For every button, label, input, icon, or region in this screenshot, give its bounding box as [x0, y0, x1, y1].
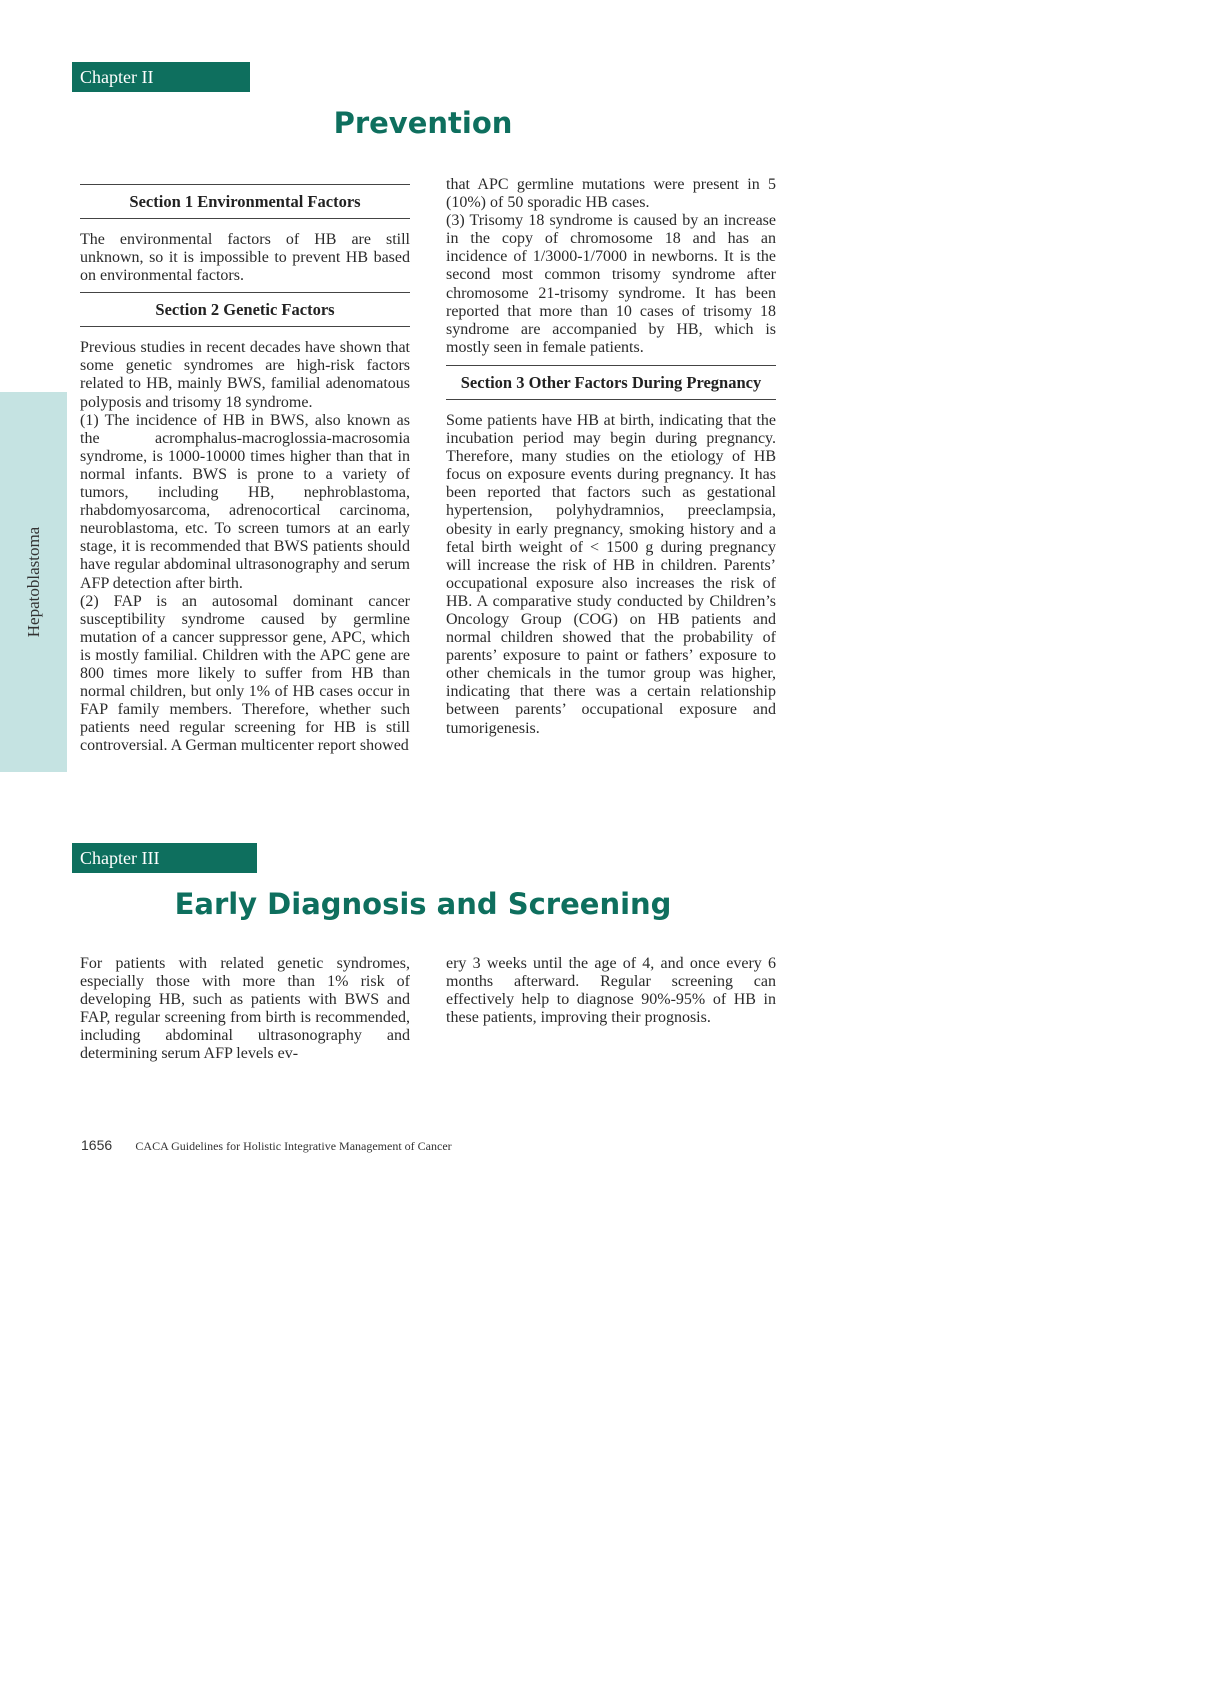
section-2-heading: Section 2 Genetic Factors — [80, 292, 410, 327]
chapter-3-left-column — [80, 955, 410, 1064]
right-paragraph-2: (3) Trisomy 18 syndrome is caused by an increase in the copy of chromosome 18 and has an incidence of 1/3000-1/7000 in newborns. It is the second most common trisomy syndrome after chromosome 21-trisomy syndrome. It has been reported that more than 10 cases of trisomy 18 syndrome are accompanied by HB, which is mostly seen in female patients. — [446, 212, 776, 356]
section-1-paragraph: The environmental factors of HB are still unknown, so it is impossible to prevent HB based on environmental factors. — [80, 231, 410, 285]
section-2-paragraph-3: (2) FAP is an autosomal dominant cancer susceptibility syndrome caused by germline mutation of a cancer suppressor gene, APC, which is mostly familial. Children with the APC gene are 800 times more likely to suffer from HB than normal children, but only 1% of HB cases occur in FAP family members. Therefore, whether such patients need regular screening for HB is still controversial. A German multicenter report showed — [80, 592, 410, 755]
section-3-heading: Section 3 Other Factors During Pregnancy — [446, 365, 776, 400]
side-tab-label: Hepatoblastoma — [23, 526, 43, 638]
section-1-heading: Section 1 Environmental Factors — [80, 184, 410, 219]
section-3-paragraph: Some patients have HB at birth, indicating that the incubation period may begin during pregnancy. Therefore, many studies on the etiology of HB focus on exposure events during pregnancy. It has been reported that factors such as gestational hypertension, polyhydramnios, preeclampsia, obesity in early pregnancy, smoking history and a fetal birth weight of < 1500 g during pregnancy will increase the risk of HB in children. Parents’ occupational exposure also increases the risk of HB. A comparative study conducted by Children’s Oncology Group (COG) on HB patients and normal children showed that the probability of parents’ exposure to paint or fathers’ exposure to other chemicals in the tumor group was higher, indicating that there was a certain relationship between parents’ occupational exposure and tumorigenesis. — [446, 411, 776, 737]
running-title: CACA Guidelines for Holistic Integrative Management of Cancer — [135, 1139, 452, 1153]
chapter-3-right-column — [446, 955, 776, 1027]
section-2-paragraph-1: Previous studies in recent decades have shown that some genetic syndromes are high-risk factors related to HB, mainly BWS, familial adenomatous polyposis and trisomy 18 syndrome. — [80, 339, 410, 411]
chapter-2-right-column — [446, 176, 776, 738]
chapter-2-title: Prevention — [333, 106, 513, 140]
chapter-3-tab: Chapter III — [72, 843, 257, 873]
chapter-3-title: Early Diagnosis and Screening — [174, 887, 672, 921]
page-number: 1656 — [81, 1137, 113, 1153]
page-footer — [81, 1137, 452, 1154]
chapter-2-left-column — [80, 180, 410, 755]
right-paragraph-1: that APC germline mutations were present in 5 (10%) of 50 sporadic HB cases. — [446, 176, 776, 212]
chapter-2-tab: Chapter II — [72, 62, 250, 92]
side-tab — [0, 392, 67, 772]
chapter-3-right-paragraph: ery 3 weeks until the age of 4, and once every 6 months afterward. Regular screening can effectively help to diagnose 90%-95% of HB in these patients, improving their prognosis. — [446, 955, 776, 1027]
chapter-3-left-paragraph: For patients with related genetic syndromes, especially those with more than 1% risk of developing HB, such as patients with BWS and FAP, regular screening from birth is recommended, including abdominal ultrasonography and determining serum AFP levels ev- — [80, 955, 410, 1063]
section-2-paragraph-2: (1) The incidence of HB in BWS, also known as the acromphalus-macroglossia-macrosomia syndrome, is 1000-10000 times higher than that in normal infants. BWS is prone to a variety of tumors, including HB, nephroblastoma, rhabdomyosarcoma, adrenocortical carcinoma, neuroblastoma, etc. To screen tumors at an early stage, it is recommended that BWS patients should have regular abdominal ultrasonography and serum AFP detection after birth. — [80, 411, 410, 592]
